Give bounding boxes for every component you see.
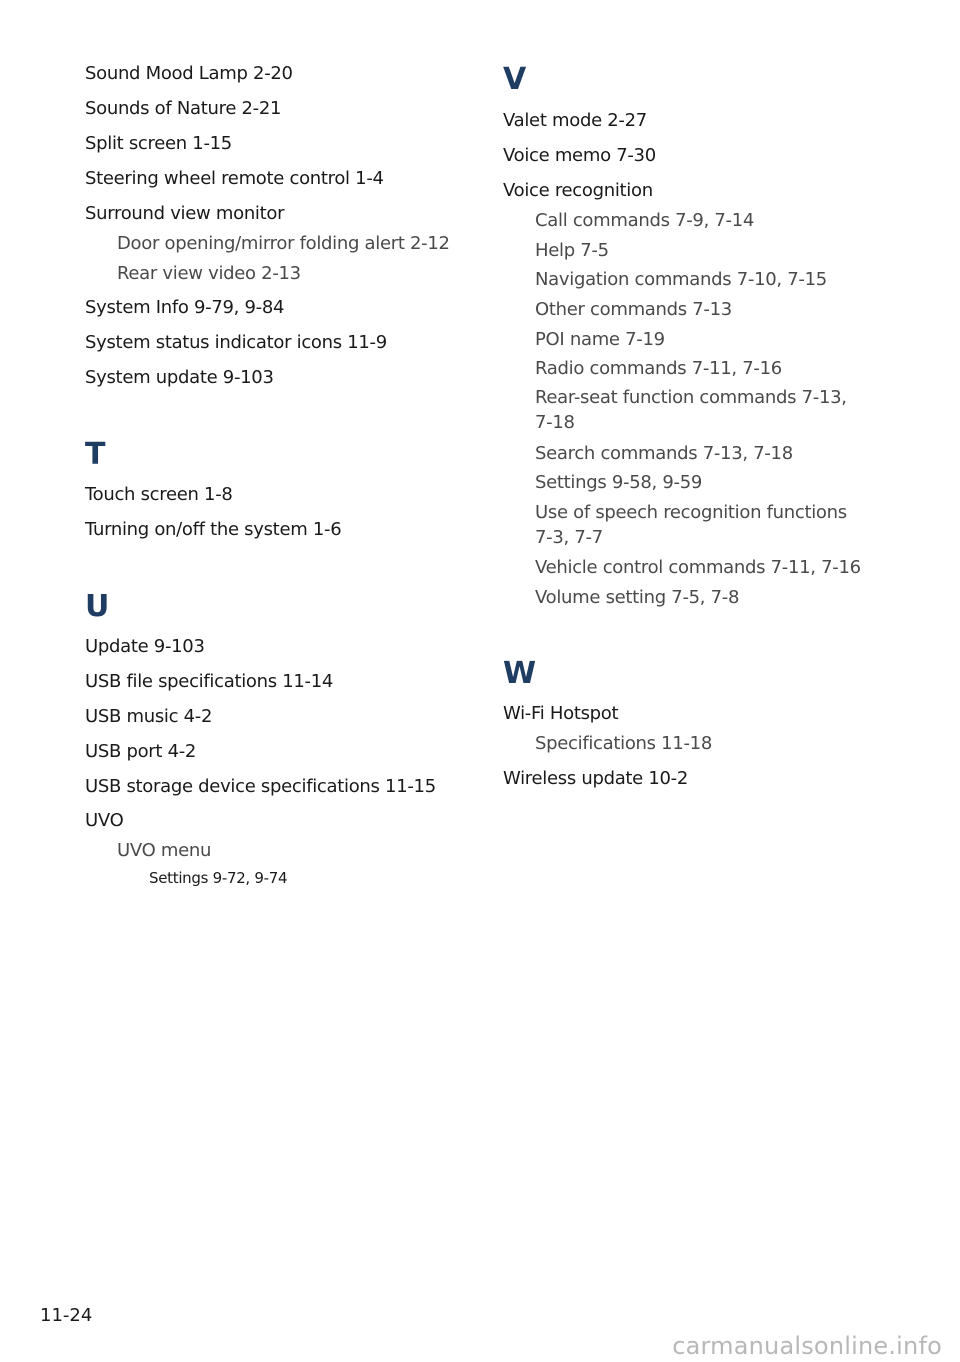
index-entry: Sound Mood Lamp 2-20	[85, 63, 293, 84]
index-entry: USB music 4-2	[85, 706, 213, 727]
index-entry: Update 9-103	[85, 636, 205, 657]
index-subentry: Search commands 7-13, 7-18	[535, 443, 793, 464]
index-subentry: Help 7-5	[535, 240, 609, 261]
index-subentry: UVO menu	[117, 840, 212, 861]
index-subentry: Other commands 7-13	[535, 299, 732, 320]
index-entry: Steering wheel remote control 1-4	[85, 168, 384, 189]
index-entry: System Info 9-79, 9-84	[85, 297, 285, 318]
index-entry: USB file specifications 11-14	[85, 671, 334, 692]
index-entry: Wi-Fi Hotspot	[503, 703, 619, 724]
section-letter-t: T	[85, 437, 106, 472]
index-subentry: Specifications 11-18	[535, 733, 712, 754]
index-entry: Valet mode 2-27	[503, 110, 647, 131]
index-entry: Turning on/off the system 1-6	[85, 519, 342, 540]
index-subentry: Volume setting 7-5, 7-8	[535, 587, 740, 608]
index-subentry: Door opening/mirror folding alert 2-12	[117, 233, 450, 254]
index-subentry: POI name 7-19	[535, 329, 665, 350]
index-subentry: Radio commands 7-11, 7-16	[535, 358, 782, 379]
watermark: carmanualsonline.info	[672, 1332, 942, 1360]
index-entry: Voice recognition	[503, 180, 653, 201]
index-entry: Voice memo 7-30	[503, 145, 656, 166]
index-entry: UVO	[85, 810, 124, 831]
index-entry: System status indicator icons 11-9	[85, 332, 387, 353]
index-subentry: Rear-seat function commands 7-13, 7-18	[535, 387, 847, 433]
index-subentry: Settings 9-58, 9-59	[535, 472, 702, 493]
section-letter-w: W	[503, 656, 537, 691]
section-letter-v: V	[503, 62, 527, 97]
index-entry: System update 9-103	[85, 367, 274, 388]
page-number: 11-24	[40, 1305, 93, 1326]
index-entry: Wireless update 10-2	[503, 768, 689, 789]
index-entry: Touch screen 1-8	[85, 484, 233, 505]
index-subentry: Call commands 7-9, 7-14	[535, 210, 755, 231]
index-entry: USB storage device specifications 11-15	[85, 776, 436, 797]
index-entry: Split screen 1-15	[85, 133, 232, 154]
index-entry: Surround view monitor	[85, 203, 285, 224]
index-subentry: Navigation commands 7-10, 7-15	[535, 269, 827, 290]
index-entry: USB port 4-2	[85, 741, 197, 762]
index-subsubentry: Settings 9-72, 9-74	[149, 869, 288, 887]
section-letter-u: U	[85, 589, 110, 624]
index-subentry: Use of speech recognition functions 7-3, 7-7	[535, 502, 847, 548]
index-subentry: Vehicle control commands 7-11, 7-16	[535, 557, 861, 578]
index-subentry: Rear view video 2-13	[117, 263, 301, 284]
index-entry: Sounds of Nature 2-21	[85, 98, 282, 119]
